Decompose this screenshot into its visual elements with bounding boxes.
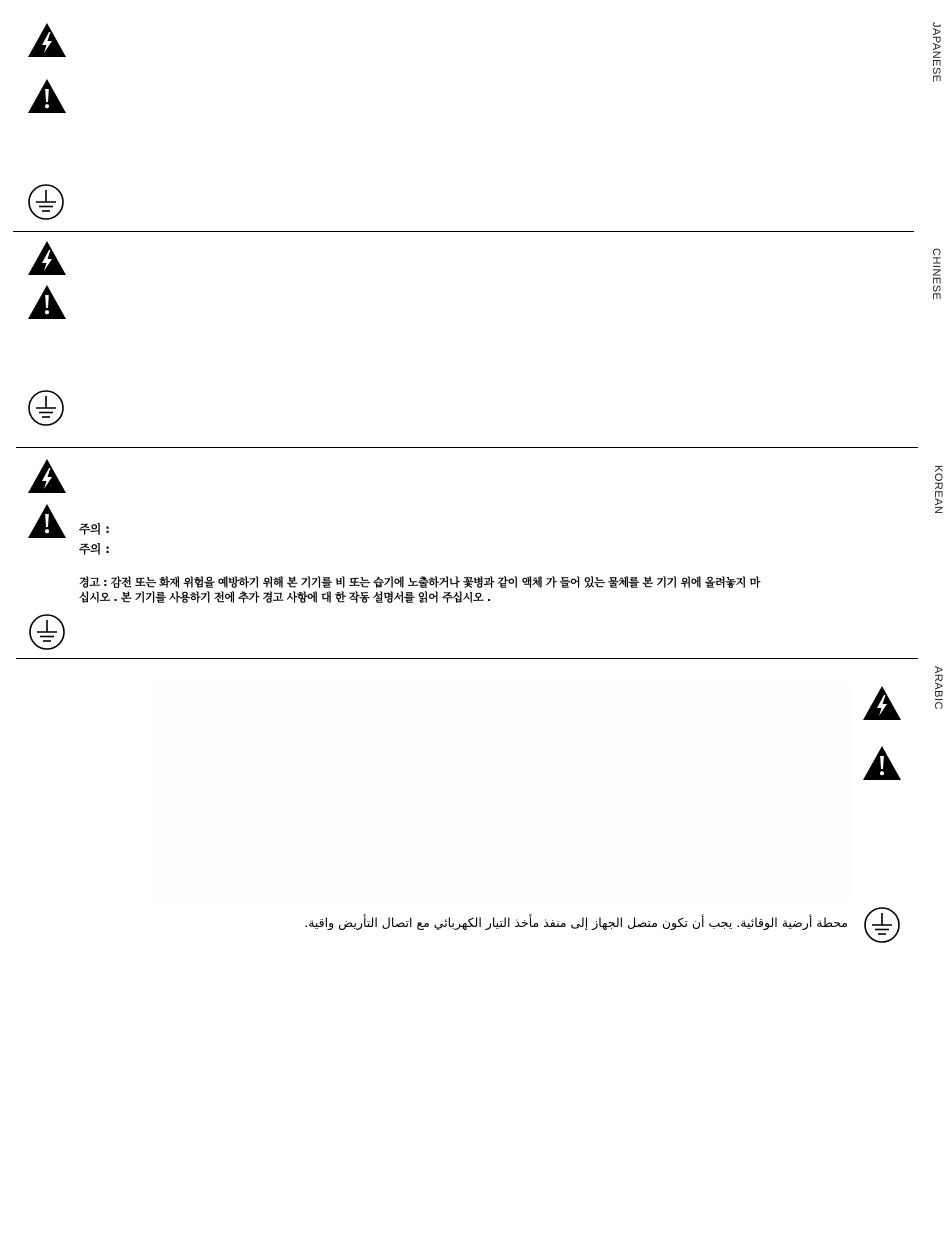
section-divider [16,447,918,448]
japanese-side-label: JAPANESE [930,22,942,83]
lightning-warning-icon [862,685,902,721]
section-divider [13,231,914,232]
korean-caution-line-1: 주의 : [79,522,110,536]
section-divider [16,658,918,659]
arabic-side-label: ARABIC [932,666,944,710]
protective-ground-icon [28,613,66,651]
exclamation-warning-icon [27,78,67,114]
protective-ground-icon [863,906,901,944]
chinese-side-label: CHINESE [930,248,942,301]
exclamation-warning-icon [27,284,67,320]
arabic-ground-text: محطة أرضية الوقائية. يجب أن تكون متصل الجهاز إلى منفذ مأخذ التيار الكهربائي مع اتصال التأريض واقية. [304,915,848,930]
lightning-warning-icon [27,240,67,276]
protective-ground-icon [27,183,65,221]
lightning-warning-icon [27,22,67,58]
korean-warning-line-2: 십시오 . 본 기기를 사용하기 전에 추가 경고 사항에 대 한 작동 설명서를 읽어 주십시오 . [79,591,491,604]
exclamation-warning-icon [862,745,902,781]
korean-caution-line-2: 주의 : [79,542,110,556]
korean-warning-line-1: 경고 : 감전 또는 화재 위험을 예방하기 위해 본 기기를 비 또는 습기에 노출하거나 꽃병과 같이 액체 가 들어 있는 물체를 본 기기 위에 올려놓지 마 [79,576,760,589]
arabic-text-panel [152,682,850,900]
lightning-warning-icon [27,458,67,494]
exclamation-warning-icon [27,503,67,539]
korean-side-label: KOREAN [932,465,944,515]
protective-ground-icon [27,389,65,427]
